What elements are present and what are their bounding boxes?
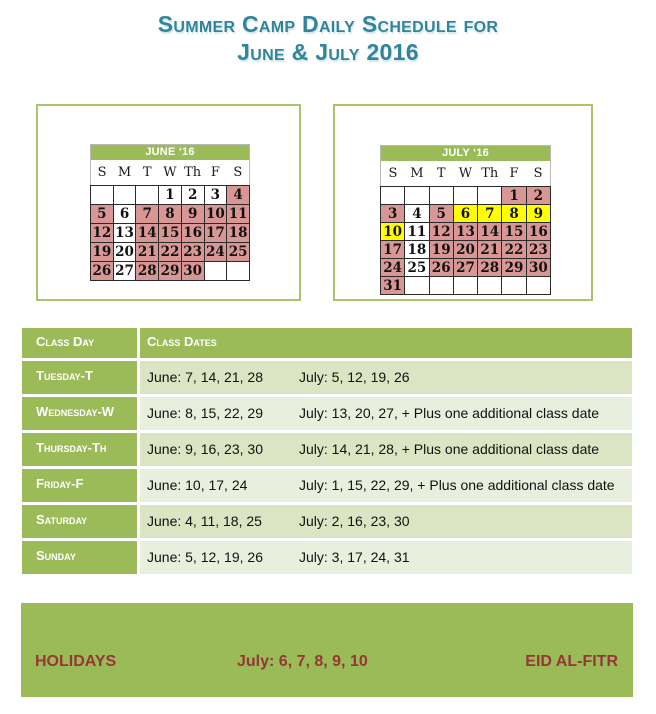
calendar-empty-cell xyxy=(227,262,250,281)
schedule-dates-cell xyxy=(140,433,632,466)
weekday-label: S xyxy=(381,161,405,187)
calendar-title: JULY ‘16 xyxy=(381,146,551,161)
calendar-day-cell: 17 xyxy=(381,241,405,259)
schedule-dates-cell xyxy=(140,505,632,538)
calendar-day-cell: 5 xyxy=(429,205,453,223)
calendar-day-cell: 31 xyxy=(381,277,405,295)
weekday-label: W xyxy=(159,160,182,186)
calendar-week-row xyxy=(91,205,250,224)
schedule-header-dates: Class Dates xyxy=(140,328,632,358)
weekday-label: Th xyxy=(478,161,502,187)
july-dates-text: July: 2, 16, 23, 30 xyxy=(299,513,410,529)
holidays-name: EID AL-FITR xyxy=(525,653,618,670)
calendar-day-cell: 25 xyxy=(405,259,429,277)
schedule-row xyxy=(22,397,632,430)
calendar-day-cell: 18 xyxy=(405,241,429,259)
schedule-dates-cell xyxy=(140,541,632,574)
july-dates-text: July: 13, 20, 27, + Plus one additional class date xyxy=(299,405,600,421)
weekday-label: T xyxy=(429,161,453,187)
schedule-dates-cell xyxy=(140,469,632,502)
calendar-week-row xyxy=(381,223,551,241)
june-dates-text: June: 9, 16, 23, 30 xyxy=(147,441,263,457)
calendar-day-cell: 15 xyxy=(160,225,180,241)
calendar-week-row xyxy=(91,186,250,205)
calendar-week-row xyxy=(91,262,250,281)
calendar-empty-cell xyxy=(381,187,405,205)
july-calendar xyxy=(380,145,551,295)
calendar-day-cell: 17 xyxy=(205,225,225,241)
calendar-day-cell: 22 xyxy=(502,241,526,259)
calendar-day-cell: 6 xyxy=(453,205,477,223)
calendar-day-cell: 29 xyxy=(502,259,526,277)
calendar-day-cell: 9 xyxy=(526,205,550,223)
holidays-dates: July: 6, 7, 8, 9, 10 xyxy=(237,653,368,670)
calendar-day-cell: 20 xyxy=(453,241,477,259)
calendar-week-row xyxy=(381,205,551,223)
july-dates-text: July: 14, 21, 28, + Plus one additional class date xyxy=(299,441,600,457)
calendar-empty-cell xyxy=(91,186,114,205)
schedule-day-cell: Thursday-Th xyxy=(22,433,137,466)
calendar-week-row xyxy=(91,243,250,262)
calendar-day-cell: 14 xyxy=(137,225,157,241)
schedule-dates-cell xyxy=(140,361,632,394)
weekday-label: M xyxy=(405,161,429,187)
calendar-week-row xyxy=(381,241,551,259)
calendar-day-cell: 27 xyxy=(115,263,134,279)
june-dates-text: June: 5, 12, 19, 26 xyxy=(147,549,263,565)
calendar-day-cell: 5 xyxy=(91,205,114,224)
july-calendar-box xyxy=(333,104,593,301)
calendar-title: JUNE ‘16 xyxy=(91,145,250,160)
calendar-day-cell: 28 xyxy=(137,263,157,279)
calendar-empty-cell xyxy=(453,277,477,295)
calendar-day-cell: 4 xyxy=(227,186,250,205)
class-schedule-table xyxy=(22,328,632,577)
calendar-weekday-row xyxy=(381,161,551,187)
calendar-day-cell: 3 xyxy=(381,205,405,223)
june-dates-text: June: 10, 17, 24 xyxy=(147,477,248,493)
calendar-weekday-row xyxy=(91,160,250,186)
july-dates-text: July: 5, 12, 19, 26 xyxy=(299,369,410,385)
calendar-day-cell: 4 xyxy=(405,205,429,223)
calendar-empty-cell xyxy=(502,277,526,295)
calendar-day-cell: 25 xyxy=(228,244,248,260)
holidays-label: HOLIDAYS xyxy=(35,653,117,670)
schedule-day-cell: Friday-F xyxy=(22,469,137,502)
schedule-row xyxy=(22,505,632,538)
calendar-week-row xyxy=(381,187,551,205)
holidays-bar xyxy=(21,603,633,697)
calendar-empty-cell xyxy=(136,186,159,205)
calendar-day-cell: 21 xyxy=(478,241,502,259)
schedule-row xyxy=(22,433,632,466)
calendar-day-cell: 22 xyxy=(160,244,180,260)
schedule-header-day: Class Day xyxy=(22,328,137,358)
page-title-line1: Summer Camp Daily Schedule for xyxy=(157,11,499,37)
calendar-empty-cell xyxy=(478,187,502,205)
june-calendar xyxy=(90,144,250,281)
calendar-day-cell: 30 xyxy=(526,259,550,277)
calendar-day-cell: 12 xyxy=(429,223,453,241)
weekday-label: W xyxy=(453,161,477,187)
calendar-day-cell: 7 xyxy=(478,205,502,223)
calendar-day-cell: 27 xyxy=(453,259,477,277)
calendar-day-cell: 10 xyxy=(205,206,225,222)
calendar-day-cell: 3 xyxy=(204,186,227,205)
calendar-day-cell: 21 xyxy=(137,244,157,260)
calendar-day-cell: 26 xyxy=(92,263,112,279)
calendar-day-cell: 23 xyxy=(183,244,203,260)
weekday-label: Th xyxy=(181,160,204,186)
weekday-label: M xyxy=(113,160,136,186)
calendar-day-cell: 8 xyxy=(159,205,182,224)
calendar-day-cell: 30 xyxy=(183,263,203,279)
calendar-week-row xyxy=(381,259,551,277)
calendar-day-cell: 7 xyxy=(136,205,159,224)
calendar-day-cell: 2 xyxy=(526,187,550,205)
calendar-day-cell: 28 xyxy=(478,259,502,277)
weekday-label: S xyxy=(91,160,114,186)
schedule-header-row xyxy=(22,328,632,358)
calendar-day-cell: 9 xyxy=(181,205,204,224)
schedule-day-cell: Saturday xyxy=(22,505,137,538)
calendar-day-cell: 24 xyxy=(381,259,405,277)
calendar-day-cell: 16 xyxy=(526,223,550,241)
calendar-day-cell: 1 xyxy=(502,187,526,205)
calendar-day-cell: 2 xyxy=(181,186,204,205)
calendar-title-row xyxy=(91,145,250,160)
june-dates-text: June: 8, 15, 22, 29 xyxy=(147,405,263,421)
page-title-line2: June & July 2016 xyxy=(237,39,419,65)
calendar-day-cell: 11 xyxy=(405,223,429,241)
calendar-week-row xyxy=(381,277,551,295)
calendar-title-row xyxy=(381,146,551,161)
july-dates-text: July: 3, 17, 24, 31 xyxy=(299,549,410,565)
calendar-day-cell: 20 xyxy=(115,244,134,260)
calendar-table xyxy=(90,144,250,281)
calendar-day-cell: 24 xyxy=(205,244,225,260)
calendar-day-cell: 14 xyxy=(478,223,502,241)
calendar-day-cell: 10 xyxy=(381,223,405,241)
schedule-rows xyxy=(22,361,632,577)
calendar-day-cell: 1 xyxy=(159,186,182,205)
june-dates-text: June: 4, 11, 18, 25 xyxy=(147,513,262,529)
calendar-day-cell: 19 xyxy=(429,241,453,259)
weekday-label: F xyxy=(204,160,227,186)
calendar-day-cell: 13 xyxy=(453,223,477,241)
calendar-day-cell: 8 xyxy=(502,205,526,223)
calendar-day-cell: 18 xyxy=(228,225,248,241)
calendar-empty-cell xyxy=(405,187,429,205)
page-title xyxy=(0,10,656,66)
weekday-label: S xyxy=(227,160,250,186)
calendar-day-cell: 6 xyxy=(113,205,136,224)
calendar-day-cell: 16 xyxy=(183,225,203,241)
calendar-day-cell: 12 xyxy=(92,225,112,241)
weekday-label: F xyxy=(502,161,526,187)
schedule-row xyxy=(22,469,632,502)
calendar-week-row xyxy=(91,224,250,243)
calendar-empty-cell xyxy=(204,262,227,281)
calendar-empty-cell xyxy=(526,277,550,295)
june-dates-text: June: 7, 14, 21, 28 xyxy=(147,369,263,385)
calendar-day-cell: 11 xyxy=(228,206,248,222)
calendar-day-cell: 23 xyxy=(526,241,550,259)
schedule-day-cell: Tuesday-T xyxy=(22,361,137,394)
calendar-day-cell: 29 xyxy=(160,263,180,279)
calendar-day-cell: 13 xyxy=(115,225,134,241)
schedule-row xyxy=(22,361,632,394)
calendar-empty-cell xyxy=(478,277,502,295)
june-calendar-box xyxy=(36,104,301,301)
calendar-table xyxy=(380,145,551,295)
calendar-empty-cell xyxy=(405,277,429,295)
weekday-label: T xyxy=(136,160,159,186)
calendar-empty-cell xyxy=(113,186,136,205)
calendar-empty-cell xyxy=(429,187,453,205)
schedule-dates-cell xyxy=(140,397,632,430)
schedule-day-cell: Sunday xyxy=(22,541,137,574)
july-dates-text: July: 1, 15, 22, 29, + Plus one additional class date xyxy=(299,477,615,493)
calendar-day-cell: 15 xyxy=(502,223,526,241)
schedule-day-cell: Wednesday-W xyxy=(22,397,137,430)
weekday-label: S xyxy=(526,161,550,187)
calendar-empty-cell xyxy=(429,277,453,295)
calendar-day-cell: 26 xyxy=(429,259,453,277)
schedule-row xyxy=(22,541,632,574)
calendar-day-cell: 19 xyxy=(92,244,112,260)
calendar-empty-cell xyxy=(453,187,477,205)
